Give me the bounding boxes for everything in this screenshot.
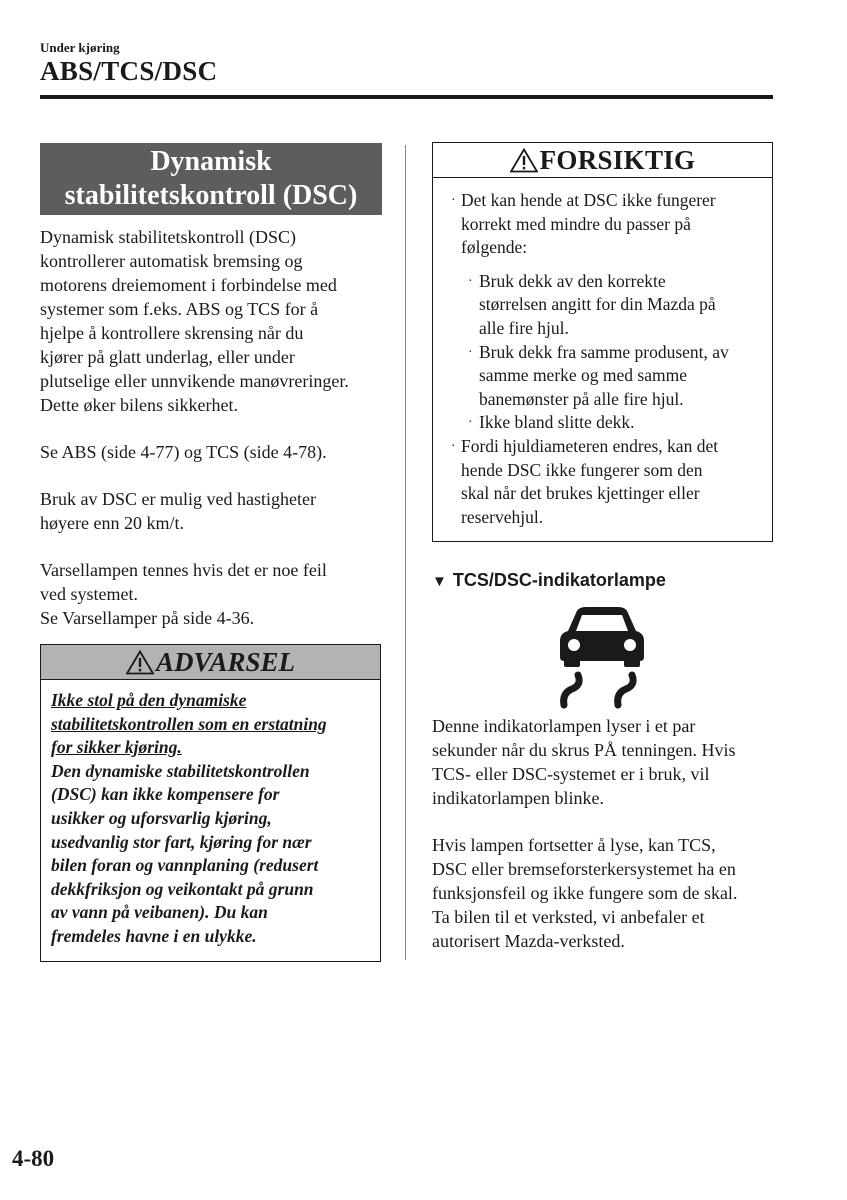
- caution-text-line: banemønster på alle fire hjul.: [479, 388, 684, 409]
- text-line: hjelpe å kontrollere skrensing når du: [40, 323, 304, 343]
- text-line: kjører på glatt underlag, eller under: [40, 347, 295, 367]
- warning-box: [40, 644, 381, 962]
- text-line: Hvis lampen fortsetter å lyse, kan TCS,: [432, 835, 716, 855]
- warning-line: fremdeles havne i en ulykke.: [51, 925, 257, 946]
- speed-paragraph: [40, 487, 390, 535]
- warning-heading-text: ADVARSEL: [155, 646, 296, 677]
- text-line: Denne indikatorlampen lyser i et par: [432, 716, 696, 736]
- text-line: høyere enn 20 km/t.: [40, 513, 184, 533]
- warning-underlined-line: stabilitetskontrollen som en erstatning: [51, 713, 327, 734]
- caution-text-line: skal når det brukes kjettinger eller: [461, 483, 700, 504]
- warning-body: [41, 680, 380, 949]
- text-line: TCS- eller DSC-systemet er i bruk, vil: [432, 764, 710, 784]
- text-line: plutselige eller unnvikende manøvreringer.: [40, 371, 349, 391]
- indicator-body: [432, 714, 777, 976]
- text-line: Varsellampen tennes hvis det er noe feil: [40, 560, 327, 580]
- text-line: Se ABS (side 4-77) og TCS (side 4-78).: [40, 442, 327, 462]
- text-line: indikatorlampen blinke.: [432, 788, 604, 808]
- skid-car-icon: [556, 605, 648, 709]
- caution-text: Det kan hende at DSC ikke fungerer: [461, 190, 716, 210]
- dsc-title-line-2: stabilitetskontroll (DSC): [64, 180, 358, 211]
- dsc-body: [40, 225, 390, 653]
- bullet-dot: ·: [451, 438, 456, 454]
- warning-line: usikker og uforsvarlig kjøring,: [51, 807, 272, 828]
- indicator-fault-paragraph: [432, 833, 777, 953]
- text-line: ved systemet.: [40, 584, 138, 604]
- indicator-heading: [432, 570, 666, 591]
- see-also-paragraph: [40, 440, 390, 464]
- warning-heading: [41, 645, 380, 680]
- page-title: ABS/TCS/DSC: [40, 56, 218, 86]
- warning-lamp-paragraph: [40, 558, 390, 630]
- dsc-intro-paragraph: [40, 225, 390, 417]
- text-line: Bruk av DSC er mulig ved hastigheter: [40, 489, 316, 509]
- text-line: funksjonsfeil og ikke fungere som de skal.: [432, 883, 738, 903]
- caution-text: Bruk dekk av den korrekte: [479, 270, 666, 291]
- indicator-paragraph: [432, 714, 777, 810]
- text-line: Ta bilen til et verksted, vi anbefaler et: [432, 907, 705, 927]
- caution-sub-item: [451, 411, 772, 435]
- dsc-section-title: [40, 143, 382, 215]
- header-rule: [40, 95, 773, 99]
- caution-triangle-icon: [510, 148, 538, 173]
- section-label: Under kjøring: [40, 40, 120, 55]
- page-number: 4-80: [12, 1146, 55, 1171]
- bullet-dot: ·: [468, 344, 473, 360]
- warning-triangle-icon: [126, 650, 154, 675]
- caution-text-line: korrekt med mindre du passer på: [461, 213, 691, 234]
- caution-text-line: hende DSC ikke fungerer som den: [461, 459, 703, 480]
- warning-line: Den dynamiske stabilitetskontrollen: [51, 760, 310, 781]
- caution-text-line: samme merke og med samme: [479, 365, 687, 386]
- caution-text: Ikke bland slitte dekk.: [479, 412, 635, 433]
- text-line: Se Varsellamper på side 4-36.: [40, 608, 255, 628]
- text-line: systemer som f.eks. ABS og TCS for å: [40, 299, 319, 319]
- warning-line: av vann på veibanen). Du kan: [51, 902, 268, 923]
- bullet-dot: ·: [468, 273, 473, 289]
- text-line: DSC eller bremseforsterkersystemet ha en: [432, 859, 736, 879]
- caution-box: [432, 142, 773, 542]
- text-line: Dette øker bilens sikkerhet.: [40, 395, 238, 415]
- bullet-dot: ·: [451, 193, 456, 208]
- text-line: autorisert Mazda-verksted.: [432, 931, 625, 951]
- caution-sub-item: [451, 341, 772, 365]
- text-line: Dynamisk stabilitetskontroll (DSC): [40, 227, 296, 247]
- warning-line: bilen foran og vannplaning (redusert: [51, 855, 319, 876]
- caution-heading: [433, 143, 772, 178]
- warning-underlined-line: Ikke stol på den dynamiske: [51, 690, 247, 710]
- column-divider: [405, 145, 406, 960]
- caution-sub-item: [451, 270, 772, 294]
- indicator-heading-text: TCS/DSC-indikatorlampe: [452, 570, 666, 590]
- warning-line: (DSC) kan ikke kompensere for: [51, 784, 280, 805]
- caution-text-line: alle fire hjul.: [479, 317, 569, 338]
- warning-line: usedvanlig stor fart, kjøring for nær: [51, 831, 312, 852]
- warning-underlined-line: for sikker kjøring.: [51, 737, 182, 758]
- triangle-down-icon: ▼: [432, 573, 447, 590]
- caution-text-line: størrelsen angitt for din Mazda på: [479, 294, 716, 315]
- bullet-dot: ·: [468, 415, 473, 431]
- caution-heading-text: FORSIKTIG: [539, 144, 696, 175]
- caution-list-item: [451, 189, 772, 213]
- caution-list-item: [451, 435, 772, 459]
- text-line: kontrollerer automatisk bremsing og: [40, 251, 303, 271]
- warning-line: dekkfriksjon og veikontakt på grunn: [51, 878, 314, 899]
- caution-text-line: følgende:: [461, 237, 528, 258]
- text-line: motorens dreiemoment i forbindelse med: [40, 275, 337, 295]
- caution-body: [433, 178, 772, 529]
- caution-text: Fordi hjuldiameteren endres, kan det: [461, 435, 719, 456]
- text-line: sekunder når du skrus PÅ tenningen. Hvis: [432, 740, 736, 760]
- caution-text: Bruk dekk fra samme produsent, av: [479, 341, 729, 362]
- dsc-title-line-1: Dynamisk: [150, 146, 272, 177]
- caution-text-line: reservehjul.: [461, 506, 544, 527]
